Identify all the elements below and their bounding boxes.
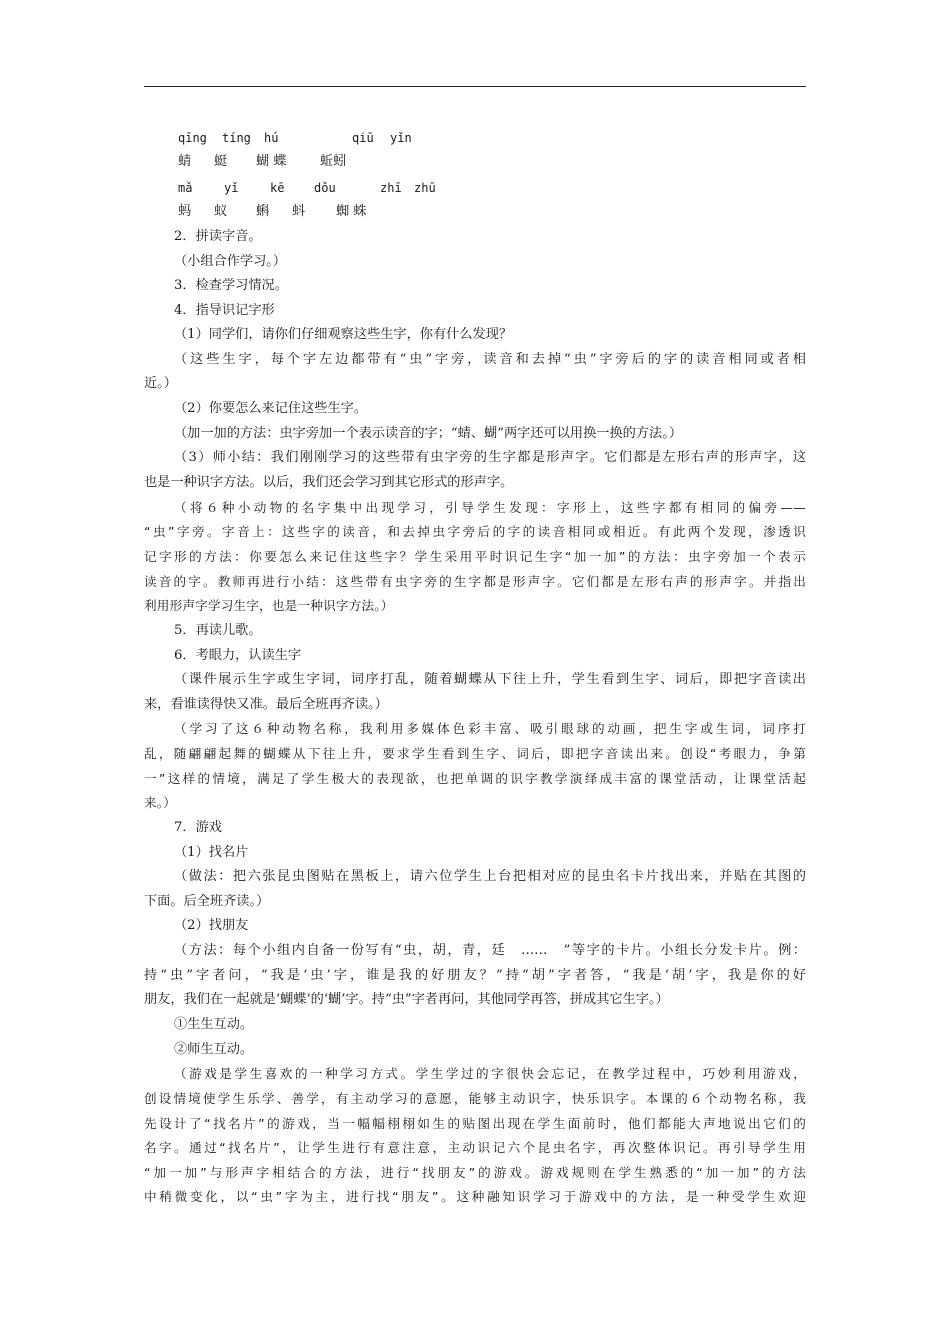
- pinyin: qīng: [178, 131, 207, 145]
- commentary-line: （将６种小动物的名字集中出现学习，引导学生发现：字形上，这些字都有相同的偏旁——: [174, 500, 806, 515]
- step-3: 3．检查学习情况。: [174, 278, 288, 293]
- paragraph-line: 近。）: [144, 376, 177, 391]
- commentary-line: “加一加”与形声字相结合的方法，进行“找朋友”的游戏。游戏规则在学生熟悉的“加一加”的方法: [144, 1165, 806, 1180]
- paragraph-line: （这些生字，每个字左边都带有“虫”字旁，读音和去掉“虫”字旁后的字的读音相同或者相: [174, 352, 806, 367]
- pinyin: zhī: [380, 181, 402, 195]
- header-rule: [144, 86, 806, 87]
- hanzi: 蚂: [178, 204, 192, 219]
- step-4: 4．指导识记字形: [174, 303, 275, 318]
- commentary-line: 创设情境使学生乐学、善学，有主动学习的意愿，能够主动识字，快乐识字。本课的６个动物名称，我: [144, 1091, 806, 1106]
- paragraph-line: （方法：每个小组内自备一份写有“虫，胡，青，廷 …… ”等字的卡片。小组长分发卡片。例：: [174, 943, 806, 958]
- commentary-line: 读音的字。教师再进行小结：这些带有虫字旁的生字都是形声字。它们都是左形右声的形声字。并指出: [144, 574, 806, 589]
- paragraph-line: 持“虫”字者问，“我是‘虫’字，谁是我的好朋友？”持“胡”字者答，“我是‘胡’字，我是你的好: [144, 968, 806, 983]
- hanzi: 蜻: [178, 154, 192, 169]
- hanzi: 蜓: [214, 154, 228, 169]
- hanzi: 蚁: [214, 204, 228, 219]
- step-5: 5．再读儿歌。: [174, 623, 262, 638]
- paragraph-line: 下面。后全班齐读。）: [144, 894, 270, 909]
- commentary-line: 记字形的方法：你要怎么来记住这些字？学生采用平时识记生字“加一加”的方法：虫字旁加一个表示: [144, 549, 806, 564]
- paragraph-line: （做法：把六张昆虫图贴在黑板上，请六位学生上台把相对应的昆虫名卡片找出来，并贴在其图的: [174, 869, 806, 884]
- pinyin: qiū: [352, 131, 374, 145]
- paragraph-line: ①生生互动。: [174, 1017, 254, 1032]
- paragraph-line: 来，看谁读得快又准。最后全班再齐读。）: [144, 697, 388, 712]
- commentary-line: 先设计了“找名片”的游戏，当一幅幅栩栩如生的贴图出现在学生面前时，他们都能大声地说出它们的: [144, 1116, 806, 1131]
- hanzi: 蜘 蛛: [336, 204, 367, 219]
- commentary-line: 一”这样的情境，满足了学生极大的表现欲，也把单调的识字教学演绎成丰富的课堂活动，让课堂活起: [144, 771, 806, 786]
- commentary-line: “虫”字旁。字音上：这些字的读音，和去掉虫字旁后的字的读音相同或相近。有此两个发现，渗透识: [144, 524, 806, 539]
- commentary-line: （学习了这６种动物名称，我利用多媒体色彩丰富、吸引眼球的动画，把生字或生词，词序打: [174, 721, 806, 736]
- hanzi: 蚯蚓: [320, 154, 347, 169]
- paragraph-line: 也是一种识字方法。以后，我们还会学习到其它形式的形声字。: [144, 475, 514, 490]
- hanzi: 蝴 蝶: [256, 154, 287, 169]
- pinyin: yǐn: [390, 131, 412, 145]
- paragraph-line: （3）师小结：我们刚刚学习的这些带有虫字旁的生字都是形声字。它们都是左形右声的形声字，这: [174, 450, 806, 465]
- pinyin: zhū: [414, 181, 436, 195]
- pinyin: tíng: [222, 131, 251, 145]
- step-2: 2．拼读字音。: [174, 229, 262, 244]
- paragraph-line: （加一加的方法：虫字旁加一个表示读音的字；“蜻、蝴”两字还可以用换一换的方法。）: [174, 426, 683, 441]
- pinyin: dǒu: [314, 181, 336, 195]
- paragraph-line: ②师生互动。: [174, 1042, 254, 1057]
- step-6: 6．考眼力，认读生字: [174, 648, 302, 663]
- paragraph-line: （1）找名片: [174, 845, 249, 860]
- commentary-line: （游戏是学生喜欢的一种学习方式。学生学过的字很快会忘记，在教学过程中，巧妙利用游戏，: [174, 1066, 806, 1081]
- commentary-line: 乱，随翩翩起舞的蝴蝶从下往上升，要求学生看到生字、词后，即把字音读出来。创设“考眼力，争第: [144, 746, 806, 761]
- pinyin: mǎ: [178, 181, 193, 195]
- paragraph-line: （2）找朋友: [174, 918, 249, 933]
- commentary-line: 名字。通过“找名片”，让学生进行有意注意，主动识记六个昆虫名字，再次整体识记。再引导学生用: [144, 1140, 806, 1155]
- paragraph-line: （2）你要怎么来记住这些生字。: [174, 401, 368, 416]
- paragraph-line: （课件展示生字或生字词，词序打乱，随着蝴蝶从下往上升，学生看到生字、词后，即把字音读出: [174, 672, 806, 687]
- hanzi: 蚪: [292, 204, 306, 219]
- commentary-line: 来。）: [144, 795, 177, 810]
- paragraph-line: （1）同学们，请你们仔细观察这些生字，你有什么发现？: [174, 327, 513, 342]
- commentary-line: 利用形声字学习生字，也是一种识字方法。）: [144, 598, 394, 613]
- pinyin: hú: [264, 131, 279, 145]
- commentary-line: 中稍微变化，以“虫”字为主，进行找“朋友”。这种融知识学习于游戏中的方法，是一种受学生欢迎: [144, 1189, 806, 1204]
- pinyin: yǐ: [224, 181, 239, 195]
- note: （小组合作学习。）: [174, 254, 287, 269]
- hanzi: 蝌: [256, 204, 270, 219]
- pinyin: kē: [270, 181, 285, 195]
- step-7: 7．游戏: [174, 820, 222, 835]
- paragraph-line: 朋友，我们在一起就是‘蝴蝶’的‘蝴’字。持“虫”字者再问，其他同学再答，拼成其它生字。）: [144, 992, 669, 1007]
